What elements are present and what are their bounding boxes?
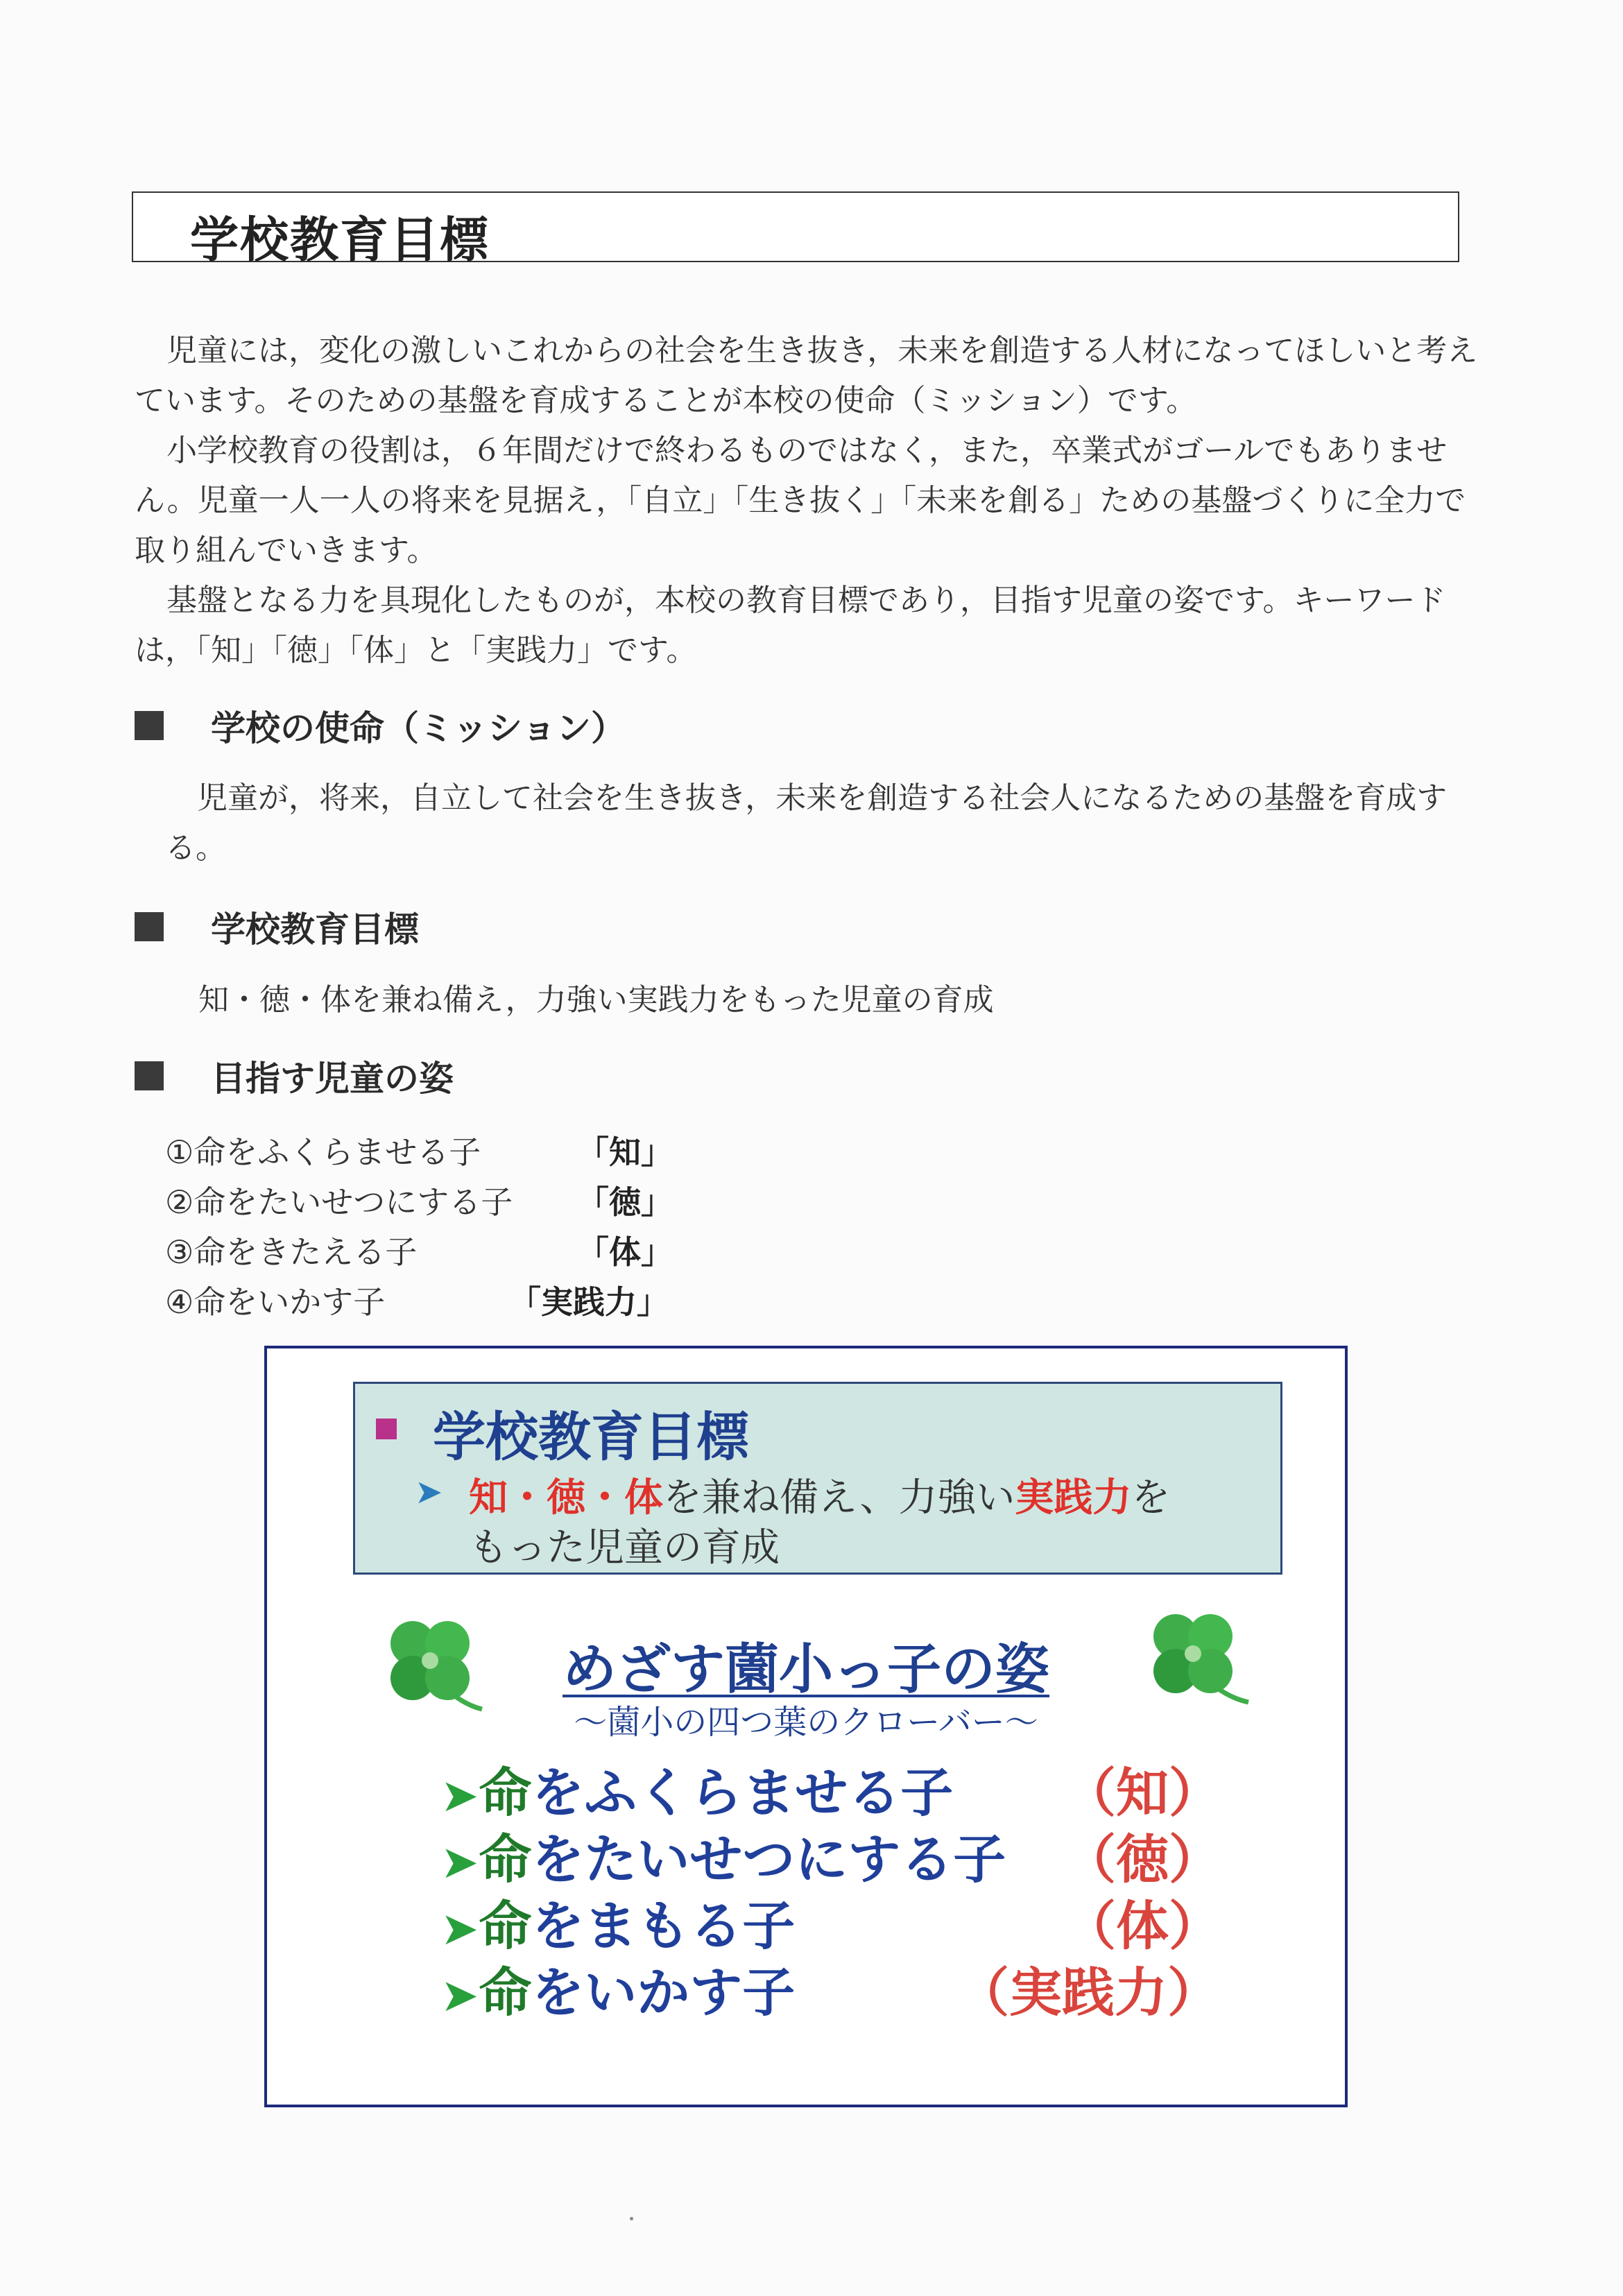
aim-keyword-1: 「知」 bbox=[577, 1133, 673, 1171]
slide-aim-keyword-4: （実践力） bbox=[956, 1962, 1220, 2023]
pink-bullet-icon bbox=[376, 1419, 397, 1439]
aim-keyword-3: 「体」 bbox=[577, 1233, 673, 1271]
slide-aim-keyword-2: （徳） bbox=[1063, 1828, 1221, 1890]
aim-keyword-2: 「徳」 bbox=[577, 1183, 673, 1221]
slide-aims-subtitle: ～薗小の四つ葉のクローバー～ bbox=[574, 1703, 1038, 1742]
aim-item-1: ①命をふくらませる子 bbox=[165, 1133, 481, 1171]
slide-goal-practice: 実践力 bbox=[1015, 1475, 1132, 1520]
slide-aims-title-wrap bbox=[267, 1626, 1345, 1704]
slide-aim-row-4 bbox=[440, 1951, 795, 2026]
aims-heading: 目指す児童の姿 bbox=[211, 1059, 454, 1099]
goal-heading: 学校教育目標 bbox=[211, 909, 419, 950]
triangle-bullet-icon: ➤ bbox=[440, 1835, 479, 1889]
slide-aim-text: をたいせつにする子 bbox=[531, 1828, 1006, 1890]
slide-aim-keyword-3: （体） bbox=[1063, 1895, 1221, 1957]
slide-aim-text: をふくらませる子 bbox=[531, 1762, 954, 1824]
slide-aims-title: めざす薗小っ子の姿 bbox=[562, 1638, 1049, 1701]
slide-aim-row-3 bbox=[440, 1884, 795, 1960]
bullet-square-icon bbox=[135, 1061, 164, 1090]
intro-paragraph: 小学校教育の役割は，６年間だけで終わるものではなく，また，卒業式がゴールでもありません。児童一人一人の将来を見据え，「自立」「生き抜く」「未来を創る」ための基盤づくりに全力で取り組んでいきます。 bbox=[135, 433, 1466, 568]
triangle-bullet-icon: ➤ bbox=[440, 1769, 479, 1822]
aim-item-4: ④命をいかす子 bbox=[165, 1283, 386, 1321]
intro-paragraph: 児童には，変化の激しいこれからの社会を生き抜き，未来を創造する人材になってほしいと考えています。そのための基盤を育成することが本校の使命（ミッション）です。 bbox=[135, 333, 1478, 418]
goal-heading-row bbox=[135, 902, 419, 952]
bullet-square-icon bbox=[135, 711, 164, 740]
slide-goal-panel bbox=[353, 1382, 1282, 1575]
goal-text: 知・徳・体を兼ね備え，力強い実践力をもった児童の育成 bbox=[198, 982, 994, 1018]
aim-keyword-4: 「実践力」 bbox=[509, 1283, 669, 1321]
bullet-square-icon bbox=[135, 912, 164, 941]
slide-aim-keyword-1: （知） bbox=[1063, 1762, 1221, 1824]
triangle-bullet-icon: ➤ bbox=[440, 1969, 479, 2022]
arrow-bullet-icon: ➤ bbox=[415, 1473, 443, 1511]
slide-goal-line-2: もった児童の育成 bbox=[469, 1525, 780, 1570]
slide-aim-head: 命 bbox=[479, 1762, 532, 1824]
intro-paragraph: 基盤となる力を具現化したものが，本校の教育目標であり，目指す児童の姿です。キーワードは，「知」「徳」「体」と「実践力」です。 bbox=[135, 583, 1446, 668]
mission-text: 児童が，将来，自立して社会を生き抜き，未来を創造する社会人になるための基盤を育成する。 bbox=[165, 780, 1448, 866]
aim-item-2: ②命をたいせつにする子 bbox=[165, 1183, 513, 1221]
slide-aim-text: をまもる子 bbox=[531, 1895, 796, 1957]
slide-goal-line-1 bbox=[469, 1467, 1170, 1523]
slide-aim-head: 命 bbox=[479, 1962, 532, 2023]
slide-aim-text: をいかす子 bbox=[531, 1962, 796, 2023]
slide-goal-text-b: を bbox=[1131, 1475, 1171, 1520]
aims-heading-row bbox=[135, 1051, 454, 1101]
intro-text bbox=[135, 326, 1487, 676]
title-box bbox=[132, 191, 1459, 268]
aim-item-3: ③命をきたえる子 bbox=[165, 1233, 418, 1271]
slide-goal-text-a: を兼ね備え、力強い bbox=[663, 1475, 1015, 1520]
slide-goal-keywords: 知・徳・体 bbox=[469, 1475, 663, 1520]
slide-figure bbox=[264, 1346, 1348, 2107]
slide-aim-row-2 bbox=[440, 1817, 1006, 1893]
slide-aim-head: 命 bbox=[479, 1828, 532, 1890]
slide-aim-head: 命 bbox=[479, 1895, 532, 1957]
mission-heading: 学校の使命（ミッション） bbox=[211, 708, 626, 748]
mission-heading-row bbox=[135, 701, 626, 751]
slide-goal-title: 学校教育目標 bbox=[433, 1406, 749, 1468]
slide-aim-row-1 bbox=[440, 1751, 953, 1826]
scan-dot bbox=[630, 2217, 633, 2220]
page-title: 学校教育目標 bbox=[190, 212, 490, 268]
triangle-bullet-icon: ➤ bbox=[440, 1902, 479, 1955]
